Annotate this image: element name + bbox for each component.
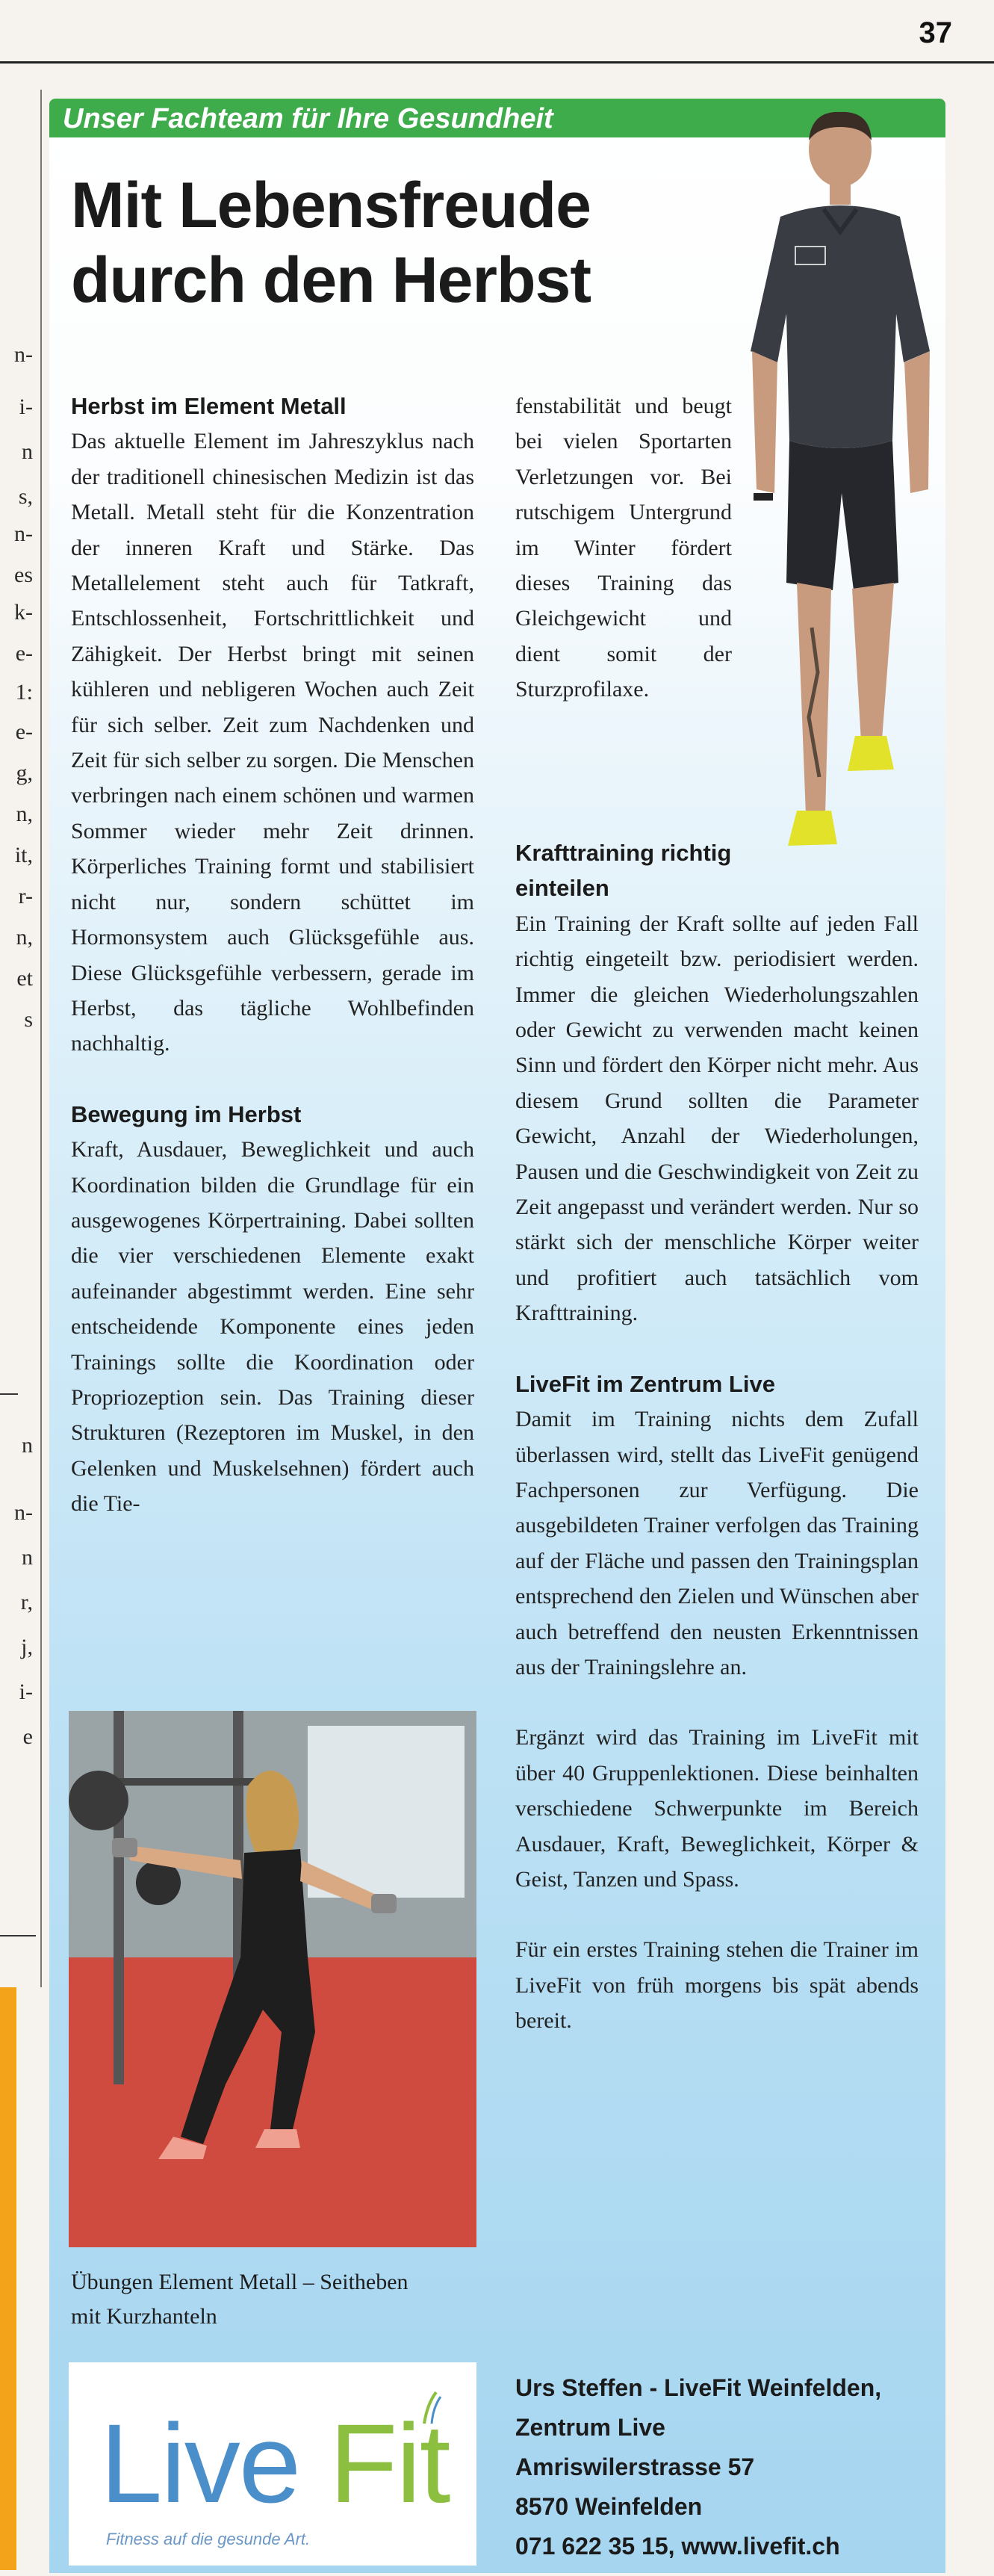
orange-edge-bar — [0, 1987, 16, 2570]
photo-caption-line-2: mit Kurzhanteln — [71, 2304, 217, 2329]
top-rule — [0, 61, 994, 64]
adjacent-column-fragment — [0, 90, 36, 1987]
paragraph-bewegung: Kraft, Ausdauer, Beweglichkeit und auch Koordination bilden die Grundlage für ein ausgewogenes Körpertraining. Dabei sollten die vier verschiedenen Elemente exakt aufeinander abgestimmt werden. Eine sehr entscheidende Komponente eines jeden Trainings sollte die Koordination oder Propriozeption sein. Das Training dieser Strukturen (Rezeptoren im Muskel, in den Gelenken und Muskelsehnen) fördert auch die Tie- — [71, 1137, 474, 1517]
fragment-text: n — [22, 1433, 33, 1458]
fragment-text: s, — [18, 484, 33, 509]
paragraph-erstes-training: Für ein erstes Training stehen die Trainer im LiveFit von früh morgens bis spät abends bereit. — [515, 1937, 919, 2034]
column-right-lower — [515, 835, 919, 2039]
headline-line-2: durch den Herbst — [71, 244, 591, 316]
paragraph-livefit-zentrum: Damit im Training nichts dem Zufall überlassen wird, stellt das LiveFit genügend Fachpersonen zur Verfügung. Die ausgebildeten Trainer verfolgen das Training auf der Fläche und passen den Trainingsplan entsprechend den Zielen und Wünschen aber auch betreffend den neusten Erkenntnissen aus der Trainingslehre an. — [515, 1407, 919, 1679]
contact-line-1: Urs Steffen - LiveFit Weinfelden, — [515, 2374, 882, 2401]
heading-krafttraining — [515, 835, 919, 906]
fragment-text: e- — [15, 641, 33, 666]
fragment-text: et — [16, 966, 33, 991]
contact-line-3: Amriswilerstrasse 57 — [515, 2453, 755, 2480]
fragment-text: i- — [19, 1679, 33, 1704]
fragment-text: r, — [20, 1590, 33, 1614]
fragment-text: n — [22, 439, 33, 464]
contact-line-5: 071 622 35 15, www.livefit.ch — [515, 2533, 840, 2560]
fragment-text: n- — [14, 521, 33, 546]
heading-livefit-zentrum: LiveFit im Zentrum Live — [515, 1370, 775, 1397]
divider-short — [0, 1393, 18, 1395]
livefit-logo — [69, 2362, 476, 2566]
fragment-text: n- — [14, 342, 33, 367]
trainer-photo — [728, 105, 975, 934]
paragraph-herbst-metall: Das aktuelle Element im Jahreszyklus nach der traditionell chinesischen Medizin ist das Metall. Metall steht für die Konzentration der inneren Kraft und Stärke. Das Metallelement steht auch für Tatkraft, Entschlossenheit, Fortschrittlichkeit und Zähigkeit. Der Herbst bringt mit seinen kühleren und nebligeren Wochen auch Zeit für sich selber. Zeit zum Nachdenken und Zeit für sich selber zu sorgen. Die Menschen verbringen nach einem schönen und warmen Sommer wieder mehr Zeit drinnen. Körperliches Training formt und stabilisiert nicht nur, sondern schüttet im Hormonsystem auch Glücksgefühle aus. Diese Glücksgefühle verbessern, gerade im Herbst, das tägliche Wohlbefinden nachhaltig. — [71, 429, 474, 1056]
headline — [71, 168, 668, 318]
paragraph-krafttraining: Ein Training der Kraft sollte auf jeden Fall richtig eingeteilt bzw. periodisiert werden. Immer die gleichen Wiederholungszahlen oder Gewicht zu verwenden macht keinen Sinn und fördert den Körper nicht mehr. Aus diesem Grund sollten die Parameter Gewicht, Anzahl der Wiederholungen, Pausen und die Geschwindigkeit von Zeit zu Zeit angepasst und verändert werden. Nur so stärkt sich der menschliche Körper weiter und profitiert auch tatsächlich vom Krafttraining. — [515, 911, 919, 1326]
heading-krafttraining-line-2: einteilen — [515, 875, 609, 902]
logo-accent-icon — [420, 2389, 442, 2427]
contact-line-4: 8570 Weinfelden — [515, 2493, 703, 2520]
paragraph-continued: fenstabilität und beugt bei vielen Sportarten Verletzungen vor. Bei rutschigem Untergrund im Winter fördert dieses Training das Gleichgewicht und dient somit der Sturzprofilaxe. — [515, 394, 732, 702]
fragment-text: it, — [14, 843, 33, 867]
heading-krafttraining-line-1: Krafttraining richtig — [515, 840, 732, 866]
column-divider — [40, 90, 42, 1987]
page-number: 37 — [919, 16, 952, 49]
contact-block — [515, 2368, 934, 2566]
photo-caption-line-1: Übungen Element Metall – Seitheben — [71, 2270, 409, 2294]
headline-line-1: Mit Lebensfreude — [71, 170, 591, 241]
column-left — [71, 388, 474, 1522]
exercise-photo-illustration — [69, 1711, 476, 2247]
exercise-photo — [69, 1711, 476, 2247]
column-right — [515, 388, 732, 708]
fragment-text: es — [14, 563, 33, 587]
logo-fit-text: Fit — [329, 2400, 450, 2526]
contact-line-2: Zentrum Live — [515, 2414, 665, 2441]
fragment-text: n, — [16, 925, 33, 950]
paragraph-gruppenlektionen: Ergänzt wird das Training im LiveFit mit über 40 Gruppenlektionen. Diese beinhalten verschiedene Schwerpunkte im Bereich Ausdauer, Kraft, Beweglichkeit, Körper & Geist, Tanzen und Spass. — [515, 1725, 919, 1892]
fragment-text: g, — [16, 761, 33, 785]
kicker-text: Unser Fachteam für Ihre Gesundheit — [63, 103, 553, 134]
fragment-text: s — [24, 1007, 33, 1032]
logo-tagline: Fitness auf die gesunde Art. — [106, 2530, 311, 2548]
logo-live-text: Live — [100, 2400, 300, 2526]
heading-herbst-metall: Herbst im Element Metall — [71, 393, 347, 419]
photo-caption — [71, 2265, 489, 2334]
fragment-text: n — [22, 1545, 33, 1570]
fragment-text: r- — [18, 884, 33, 908]
divider-short-2 — [0, 1935, 36, 1936]
fragment-text: e — [22, 1724, 33, 1749]
fragment-text: n- — [14, 1500, 33, 1525]
heading-bewegung: Bewegung im Herbst — [71, 1100, 302, 1127]
fragment-text: i- — [19, 394, 33, 419]
fragment-text: n, — [16, 802, 33, 826]
fragment-text: e- — [15, 719, 33, 744]
fragment-text: k- — [14, 600, 33, 625]
logo-wordmark — [100, 2400, 450, 2526]
fragment-text: j, — [21, 1635, 33, 1659]
fragment-text: 1: — [15, 680, 33, 705]
